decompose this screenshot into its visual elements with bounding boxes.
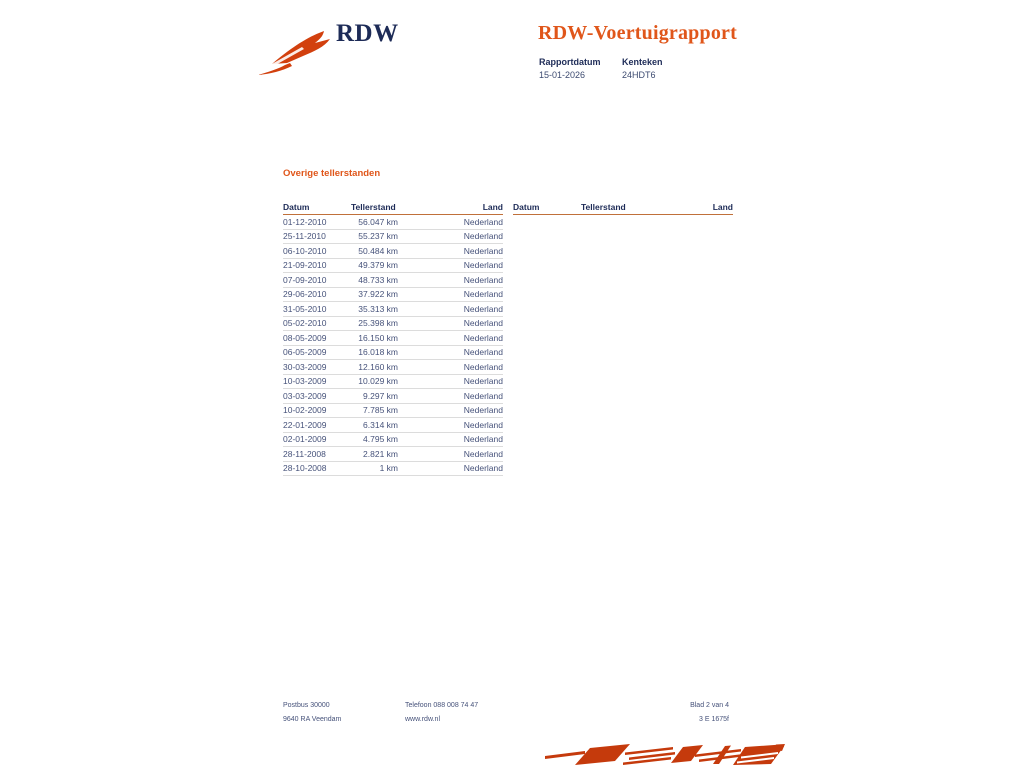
cell-date: 02-01-2009 <box>283 434 327 445</box>
cell-country: Nederland <box>463 434 503 445</box>
report-date-value: 15-01-2026 <box>539 70 586 80</box>
cell-country: Nederland <box>463 216 503 227</box>
rdw-wordmark: RDW <box>336 20 399 47</box>
footer-website: www.rdw.nl <box>405 716 441 723</box>
table-row <box>283 375 503 390</box>
cell-reading: 4.795 km <box>363 434 398 445</box>
table-row <box>283 302 503 317</box>
cell-date: 30-03-2009 <box>283 361 327 372</box>
cell-reading: 55.237 km <box>358 231 398 242</box>
table-row <box>283 215 503 230</box>
section-heading: Overige tellerstanden <box>283 168 381 179</box>
column-header-land: Land <box>712 202 733 212</box>
cell-date: 21-09-2010 <box>283 260 327 271</box>
cell-reading: 12.160 km <box>358 361 398 372</box>
footer-page-number: Blad 2 van 4 <box>690 702 729 709</box>
footer-phone: Telefoon 088 008 74 47 <box>405 702 479 709</box>
table-row <box>283 346 503 361</box>
mileage-table-left <box>283 202 503 476</box>
report-date-label: Rapportdatum <box>539 57 601 67</box>
cell-reading: 56.047 km <box>358 216 398 227</box>
mileage-table-body <box>283 215 503 476</box>
page-title: RDW-Voertuigrapport <box>538 22 737 44</box>
table-header-row <box>283 202 503 215</box>
cell-date: 29-06-2010 <box>283 289 327 300</box>
table-row <box>283 418 503 433</box>
cell-country: Nederland <box>463 303 503 314</box>
cell-date: 10-03-2009 <box>283 376 327 387</box>
table-row <box>283 404 503 419</box>
cell-reading: 49.379 km <box>358 260 398 271</box>
cell-reading: 35.313 km <box>358 303 398 314</box>
cell-reading: 2.821 km <box>363 448 398 459</box>
cell-date: 28-10-2008 <box>283 463 327 474</box>
table-row <box>283 462 503 477</box>
cell-date: 10-02-2009 <box>283 405 327 416</box>
footer-address-line2: 9640 RA Veendam <box>283 716 342 723</box>
table-row <box>283 273 503 288</box>
cell-country: Nederland <box>463 318 503 329</box>
cell-date: 31-05-2010 <box>283 303 327 314</box>
cell-reading: 16.150 km <box>358 332 398 343</box>
rdw-wing-icon <box>258 30 334 76</box>
table-row <box>283 244 503 259</box>
cell-date: 05-02-2010 <box>283 318 327 329</box>
cell-date: 22-01-2009 <box>283 419 327 430</box>
table-row <box>283 360 503 375</box>
cell-country: Nederland <box>463 245 503 256</box>
table-row <box>283 230 503 245</box>
footer-address-line1: Postbus 30000 <box>283 702 330 709</box>
footer-form-code: 3 E 1675f <box>699 716 729 723</box>
cell-date: 25-11-2010 <box>283 231 326 242</box>
cell-reading: 50.484 km <box>358 245 398 256</box>
license-plate-label: Kenteken <box>622 57 663 67</box>
table-row <box>283 447 503 462</box>
cell-reading: 48.733 km <box>358 274 398 285</box>
table-row <box>283 389 503 404</box>
cell-country: Nederland <box>463 332 503 343</box>
column-header-land: Land <box>482 202 503 212</box>
cell-reading: 10.029 km <box>358 376 398 387</box>
mileage-table-right <box>513 202 733 215</box>
rdw-stripes-graphic <box>545 744 785 768</box>
table-row <box>283 317 503 332</box>
cell-date: 06-10-2010 <box>283 245 327 256</box>
cell-country: Nederland <box>463 448 503 459</box>
cell-country: Nederland <box>463 260 503 271</box>
table-row <box>283 433 503 448</box>
cell-country: Nederland <box>463 347 503 358</box>
cell-reading: 25.398 km <box>358 318 398 329</box>
cell-reading: 6.314 km <box>363 419 398 430</box>
column-header-datum: Datum <box>283 202 310 212</box>
column-header-tellerstand: Tellerstand <box>351 202 396 212</box>
cell-date: 06-05-2009 <box>283 347 327 358</box>
cell-reading: 37.922 km <box>358 289 398 300</box>
cell-country: Nederland <box>463 390 503 401</box>
cell-country: Nederland <box>463 405 503 416</box>
cell-reading: 1 km <box>379 463 398 474</box>
license-plate-value: 24HDT6 <box>622 70 656 80</box>
cell-date: 08-05-2009 <box>283 332 327 343</box>
cell-country: Nederland <box>463 376 503 387</box>
table-header-row <box>513 202 733 215</box>
license-plate-block <box>622 57 663 80</box>
cell-reading: 7.785 km <box>363 405 398 416</box>
table-row <box>283 288 503 303</box>
table-row <box>283 259 503 274</box>
cell-date: 03-03-2009 <box>283 390 327 401</box>
cell-country: Nederland <box>463 231 503 242</box>
cell-date: 01-12-2010 <box>283 216 327 227</box>
column-header-tellerstand: Tellerstand <box>581 202 626 212</box>
cell-reading: 16.018 km <box>358 347 398 358</box>
report-date-block <box>539 57 601 80</box>
table-row <box>283 331 503 346</box>
cell-date: 07-09-2010 <box>283 274 327 285</box>
cell-reading: 9.297 km <box>363 390 398 401</box>
cell-country: Nederland <box>463 361 503 372</box>
cell-country: Nederland <box>463 289 503 300</box>
cell-date: 28-11-2008 <box>283 448 326 459</box>
cell-country: Nederland <box>463 419 503 430</box>
rdw-logo <box>256 20 399 76</box>
cell-country: Nederland <box>463 463 503 474</box>
column-header-datum: Datum <box>513 202 540 212</box>
cell-country: Nederland <box>463 274 503 285</box>
